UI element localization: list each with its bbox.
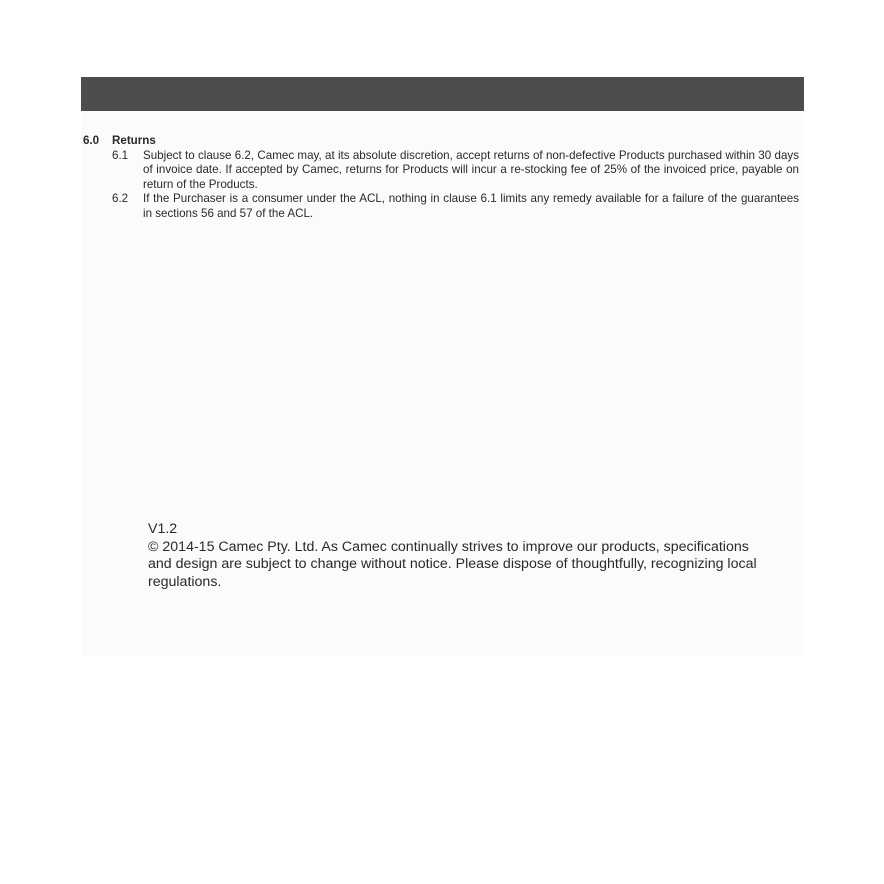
clause-6-2: [83, 192, 799, 221]
version-label: V1.2: [148, 521, 178, 537]
copyright-notice: © 2014-15 Camec Pty. Ltd. As Camec continually strives to improve our products, specifications and design are subject to change without notice. Please dispose of thoughtfully, recognizing local regulations.: [148, 538, 757, 590]
returns-section: [83, 134, 799, 221]
clause-text: If the Purchaser is a consumer under the ACL, nothing in clause 6.1 limits any remedy available for a failure of the guarantees in sections 56 and 57 of the ACL.: [143, 192, 799, 220]
footer-block: [148, 521, 768, 591]
clause-number: 6.1: [112, 148, 129, 162]
header-bar: [81, 77, 804, 111]
section-number: 6.0: [83, 134, 100, 147]
clause-6-1: [83, 149, 799, 193]
clause-number: 6.2: [112, 192, 129, 205]
clause-text: Subject to clause 6.2, Camec may, at its absolute discretion, accept returns of non-defective Products purchased within 30 days of invoice date. If accepted by Camec, returns for Products will incur a re-stocking fee of 25% of the invoiced price, payable on return of the Products.: [143, 148, 799, 191]
section-title: Returns: [112, 134, 156, 147]
section-heading: [83, 134, 799, 149]
